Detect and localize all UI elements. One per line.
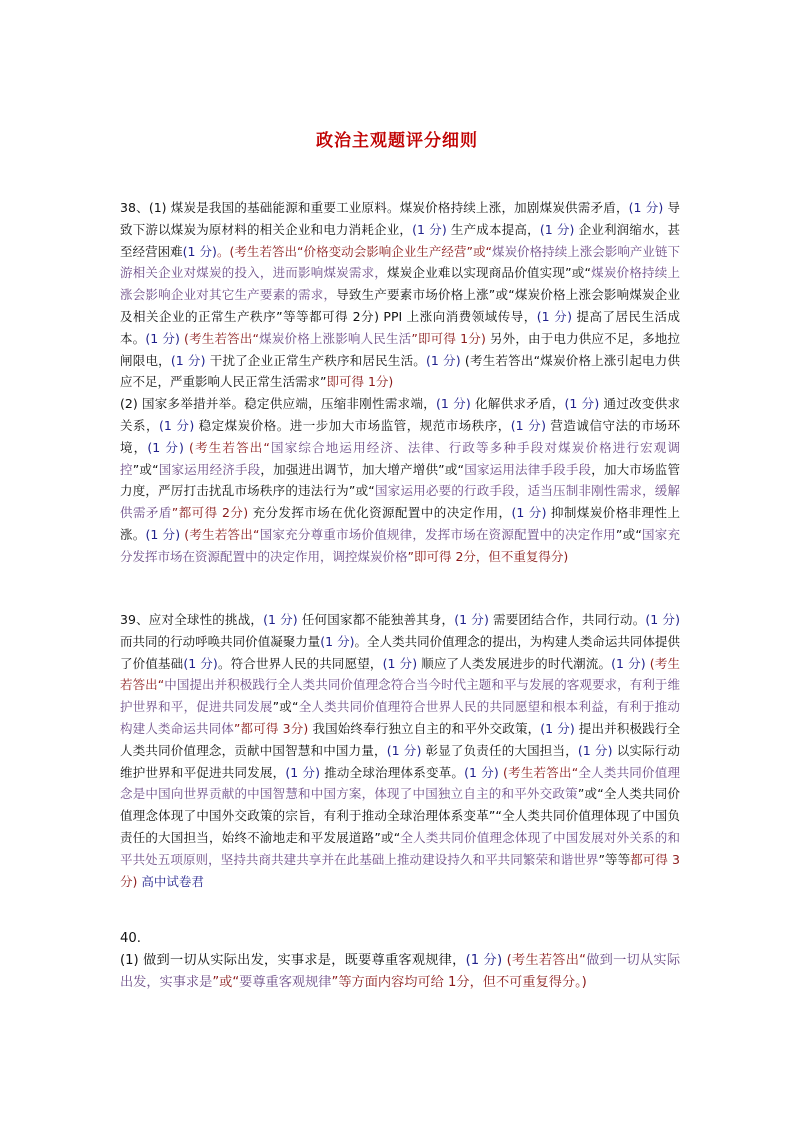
answer-38-part-1 <box>120 197 680 393</box>
text-segment: 39、应对全球性的挑战， <box>120 612 264 627</box>
text-segment: ”等方面内容均可给 1分，但不可重复得分。) <box>331 975 587 990</box>
answer-38-part-2 <box>120 393 680 567</box>
answer-39-text <box>120 609 680 892</box>
text-segment: 。(考生若答出“价格变动会影响企业生产经营”或“ <box>216 243 492 259</box>
text-segment: 需要团结合作，共同行动。 <box>488 612 646 627</box>
text-segment: 企业利润缩水，甚至经营困难 <box>120 221 680 259</box>
text-segment: ”等等 <box>598 851 631 867</box>
text-segment: 国家综合地运用经济、法律、行政等多种手段对煤炭价格进行宏观调控 <box>120 439 680 477</box>
text-segment: 另外，由于电力供应不足，多地拉闸限电， <box>120 330 680 368</box>
text-segment: 都可得 3分) <box>120 851 680 889</box>
text-segment: 化解供求矛盾， <box>470 396 565 412</box>
text-segment: ”或“全人类共同价值理念体现了中国外交政策的宗旨，有利于推动全球治理体系变革”“全人类共同价值理体现了中国负责任的大国担当，始终不渝地走和平发展道路”或“ <box>120 786 680 845</box>
text-segment: ，加大市场监管力度，严厉打击扰乱市场秩序的违法行为”或“ <box>120 461 680 499</box>
text-segment: (1 分) <box>511 505 547 521</box>
text-segment: 国家运用经济手段 <box>158 461 261 477</box>
text-segment: 导致生产要素市场价格上涨”或“煤炭价格上涨会影响煤炭企业及相关企业的正常生产秩序”等等都可得 2分) <box>120 287 680 324</box>
text-segment: 导致下游以煤炭为原材料的相关企业和电力消耗企业， <box>120 200 680 237</box>
text-segment: (1 分) <box>183 655 218 671</box>
text-segment: 煤炭企业难以实现商品价值实现”或“ <box>387 265 591 281</box>
text-segment: 国家运用必要的行政手段，适当压制非刚性需求，缓解供需矛盾 <box>120 483 680 521</box>
text-segment: 任何国家都不能独善其身， <box>297 612 455 627</box>
text-segment: (1 分) <box>182 243 217 259</box>
text-segment: ”或“ <box>615 526 642 542</box>
text-segment: (1 分) <box>159 417 195 433</box>
text-segment: (1 分) <box>564 396 600 412</box>
text-segment: (考生若答出“ <box>120 655 680 693</box>
text-segment: 干扰了企业正常生产秩序和居民生活。 <box>205 352 427 368</box>
text-segment: 营造诚信守法的市场环境， <box>120 417 680 455</box>
text-segment: (1 分) <box>285 764 321 780</box>
text-segment: ”或“ <box>132 461 159 477</box>
text-segment: 提出并积极践行全人类共同价值理念，贡献中国智慧和中国力量， <box>120 720 680 758</box>
text-segment: (1 分) <box>145 330 180 346</box>
answer-39 <box>120 609 680 892</box>
text-segment: (1 分) <box>320 633 355 649</box>
text-segment: 通过改变供求关系， <box>120 396 680 433</box>
text-segment: 38、(1) 煤炭是我国的基础能源和重要工业原料。煤炭价格持续上涨，加剧煤炭供需矛盾， <box>120 200 629 215</box>
text-segment: PPI 上涨向消费领域传导， <box>378 308 537 324</box>
text-segment: 国家充分尊重市场价值规律，发挥市场在资源配置中的决定作用 <box>259 526 616 542</box>
text-segment: ”即可得 1分) <box>411 330 486 346</box>
text-segment: (1 分) <box>645 612 680 627</box>
text-segment: (考生若答出“ <box>183 439 270 455</box>
text-segment: (考生若答出“煤炭价格上涨引起电力供应不足，严重影响人民正常生活需求” <box>120 352 681 390</box>
text-segment: (1 分) <box>145 526 181 542</box>
text-segment: 国家充分发挥市场在资源配置中的决定作用，调控煤炭价格 <box>120 526 680 564</box>
text-segment: 充分发挥市场在优化资源配置中的决定作用， <box>248 505 512 521</box>
text-segment: 即可得 1分) <box>326 374 394 390</box>
text-segment: (考生若答出“ <box>498 764 579 780</box>
text-segment: ，加强进出调节，加大增产增供”或“ <box>260 461 465 477</box>
text-segment: ”都可得 3分) <box>233 720 309 736</box>
document-title: 政治主观题评分细则 <box>316 131 478 151</box>
text-segment: 生产成本提高， <box>446 221 540 237</box>
text-segment: (1 分) <box>170 352 206 368</box>
text-segment: 国家运用法律手段手段 <box>464 461 592 477</box>
text-segment: 彰显了负责任的大国担当， <box>421 742 578 758</box>
text-segment: (1 分) <box>436 396 471 412</box>
text-segment: (1) 做到一切从实际出发，实事求是，既要尊重客观规律， <box>120 953 466 968</box>
text-segment: (考生若答出“ <box>502 953 586 968</box>
text-segment: ”或“ <box>212 975 240 990</box>
text-segment: 推动全球治理体系变革。 <box>320 764 465 780</box>
text-segment: (1 分) <box>426 352 461 368</box>
text-segment: (2) 国家多举措并举。稳定供应端，压缩非刚性需求端， <box>120 396 437 412</box>
text-segment: 以实际行动维护世界和平促进共同发展， <box>120 742 680 780</box>
text-segment: (1 分) <box>464 764 499 780</box>
text-segment: 全人类共同价值理符合世界人民的共同愿望和根本利益，有利于推动构建人类命运共同体 <box>120 699 680 736</box>
text-segment: (1 分) <box>412 221 447 237</box>
text-segment: (1 分) <box>540 720 575 736</box>
text-segment: 顺应了人类发展进步的时代潮流。 <box>417 655 612 671</box>
answer-38 <box>120 197 680 568</box>
text-segment: 全人类共同价值理念是中国向世界贡献的中国智慧和中国方案，体现了中国独立自主的和平外交政策 <box>120 764 680 802</box>
text-segment: 要尊重客观规律 <box>239 975 332 990</box>
text-segment: (1 分) <box>147 439 184 455</box>
text-segment: 做到一切从实际出发，实事求是 <box>120 953 681 990</box>
text-segment: (1 分) <box>386 742 422 758</box>
text-segment: (1 分) <box>536 308 572 324</box>
text-segment: (1 分) <box>628 200 664 215</box>
answer-40 <box>120 928 680 994</box>
text-segment: 高中试卷君 <box>137 873 204 889</box>
text-segment: 我国始终奉行独立自主的和平外交政策， <box>308 720 541 736</box>
text-segment: 煤炭价格持续上涨会影响企业对其它生产要素的需求， <box>120 265 680 303</box>
text-segment: (1 分) <box>454 612 489 627</box>
text-segment: (考生若答出“ <box>180 526 260 542</box>
text-segment: (1 分) <box>465 953 503 968</box>
text-segment: (1 分) <box>382 655 418 671</box>
text-segment: 而共同的行动呼唤共同价值凝聚力量 <box>120 633 321 649</box>
text-segment: 。符合世界人民的共同愿望， <box>217 655 383 671</box>
text-segment: 煤炭价格上涨影响人民生活 <box>258 330 412 346</box>
text-segment: 稳定煤炭价格。进一步加大市场监管，规范市场秩序， <box>194 417 511 433</box>
text-segment: 提高了居民生活成本。 <box>120 308 681 346</box>
text-segment: (1 分) <box>510 417 546 433</box>
text-segment: (考生若答出“ <box>179 330 259 346</box>
text-segment: (1 分) <box>539 221 575 237</box>
text-segment: 抑制煤炭价格非理性上涨。 <box>120 505 680 542</box>
text-segment: (1 分) <box>263 612 298 627</box>
text-segment: ”或“ <box>272 699 299 715</box>
text-segment: 。全人类共同价值理念的提出，为构建人类命运共同体提供了价值基础 <box>120 633 680 671</box>
text-segment: 全人类共同价值理念体现了中国发展对外关系的和平共处五项原则，坚持共商共建共享并在此基础上推动建设持久和平共同繁荣和谐世界 <box>120 829 680 867</box>
text-segment: 中国提出并积极践行全人类共同价值理念符合当今时代主题和平与发展的客观要求，有利于维护世界和平，促进共同发展 <box>120 677 680 715</box>
text-segment: (1 分) <box>611 655 646 671</box>
text-segment: 煤炭价格持续上涨会影响产业链下游相关企业对煤炭的投入，进而影响煤炭需求， <box>120 243 680 281</box>
answer-40-text <box>120 950 680 994</box>
text-segment: ”都可得 2分) <box>171 505 249 521</box>
answer-40-number: 40. <box>120 931 141 946</box>
text-segment: (1 分) <box>577 742 613 758</box>
text-segment: ”即可得 2分，但不重复得分) <box>407 548 569 564</box>
